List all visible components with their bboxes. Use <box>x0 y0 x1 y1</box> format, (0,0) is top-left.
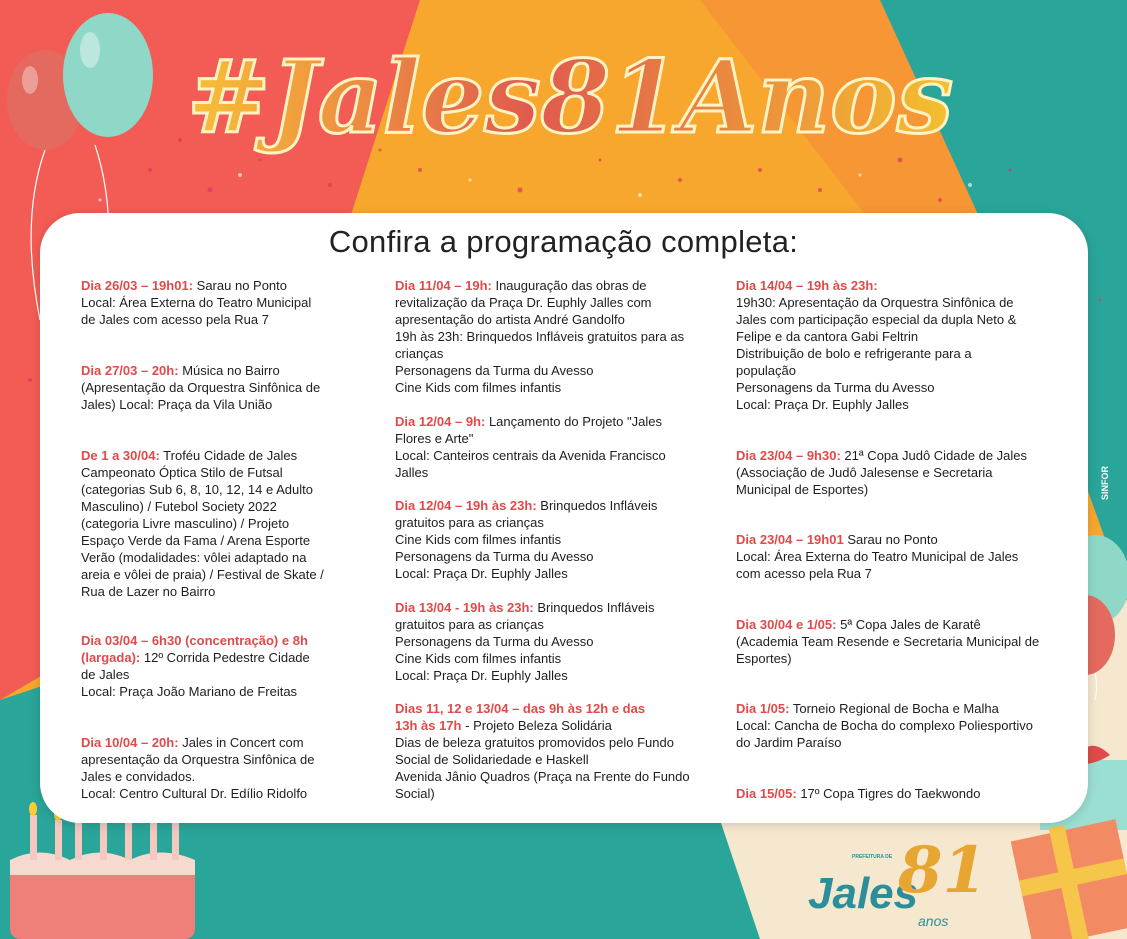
jales-81-logo <box>800 830 988 930</box>
event-item: Dia 30/04 e 1/05: 5ª Copa Jales de Karatê (Academia Team Resende e Secretaria Municipal de Esportes) <box>736 617 1040 666</box>
event-item: Dia 1/05: Torneio Regional de Bocha e Malha Local: Cancha de Bocha do complexo Poliesportivo do Jardim Paraíso <box>736 701 1034 750</box>
event-date: Dia 30/04 e 1/05: <box>736 617 837 632</box>
event-item: Dia 27/03 – 20h: Música no Bairro (Apresentação da Orquestra Sinfônica de Jales) Local: Praça da Vila União <box>81 363 321 412</box>
event-item: Dia 15/05: 17º Copa Tigres do Taekwondo <box>736 786 981 801</box>
event-item: Dia 23/04 – 9h30: 21ª Copa Judô Cidade de Jales (Associação de Judô Jalesense e Secretaria Municipal de Esportes) <box>736 448 1028 497</box>
event-date: Dia 13/04 - 19h às 23h: <box>395 600 534 615</box>
event-date: Dia 12/04 – 19h às 23h: <box>395 498 537 513</box>
event-date: Dia 12/04 – 9h: <box>395 414 486 429</box>
svg-text:anos: anos <box>918 913 949 929</box>
event-date: Dia 26/03 – 19h01: <box>81 278 194 293</box>
event-date: Dia 1/05: <box>736 701 790 716</box>
event-item: Dia 11/04 – 19h: Inauguração das obras de revitalização da Praça Dr. Euphly Jalles com apresentação do artista André Gandolfo 19h às 23h: Brinquedos Infláveis gratuitos para as crianças Personagens da Turma du Avesso Cine Kids com filmes infantis <box>395 278 685 395</box>
event-item: Dia 03/04 – 6h30 (concentração) e 8h (largada): 12º Corrida Pedestre Cidade de Jales Local: Praça João Mariano de Freitas <box>81 633 310 699</box>
event-item: De 1 a 30/04: Troféu Cidade de Jales Campeonato Óptica Stilo de Futsal (categorias Sub 6, 8, 10, 12, 14 e Adulto Masculino) / Futebol Society 2022 (categoria Livre masculino) / Projeto Espaço Verde da Fama / Arena Esporte Verão (modalidades: vôlei adaptado na areia e vôlei de praia) / Festival de Skate / Rua de Lazer no Bairro <box>81 448 324 599</box>
event-item: Dia 13/04 - 19h às 23h: Brinquedos Infláveis gratuitos para as crianças Personagens da Turma du Avesso Cine Kids com filmes infantis Local: Praça Dr. Euphly Jalles <box>395 600 655 683</box>
event-date: Dia 11/04 – 19h: <box>395 278 492 293</box>
headline: Confira a programação completa: <box>328 224 799 259</box>
svg-text:PREFEITURA DE: PREFEITURA DE <box>852 854 893 860</box>
agency-credit: SINFOR <box>1100 465 1110 500</box>
event-item: Dia 26/03 – 19h01: Sarau no Ponto Local: Área Externa do Teatro Municipal de Jales com acesso pela Rua 7 <box>81 278 312 327</box>
event-item: Dia 14/04 – 19h às 23h: 19h30: Apresentação da Orquestra Sinfônica de Jales com participação especial da dupla Neto & Felipe e da cantora Gabi Feltrin Distribuição de bolo e refrigerante para a população Personagens da Turma du Avesso Local: Praça Dr. Euphly Jalles <box>736 278 1017 412</box>
event-item: Dia 12/04 – 9h: Lançamento do Projeto "Jales Flores e Arte" Local: Canteiros centrais da Avenida Francisco Jalles <box>395 414 666 480</box>
svg-text:81: 81 <box>898 833 988 908</box>
event-date: Dia 23/04 – 19h01 <box>736 532 844 547</box>
event-date: Dia 10/04 – 20h: <box>81 735 179 750</box>
svg-text:Jales: Jales <box>808 869 919 918</box>
event-item: Dia 10/04 – 20h: Jales in Concert com apresentação da Orquestra Sinfônica de Jales e convidados. Local: Centro Cultural Dr. Edílio Ridolfo <box>81 735 315 801</box>
svg-text:#Jales81Anos: #Jales81Anos <box>186 38 954 156</box>
event-date: Dias 11, 12 e 13/04 – das 9h às 12h e das <box>395 701 646 716</box>
event-item: Dia 23/04 – 19h01 Sarau no Ponto Local: Área Externa do Teatro Municipal de Jales com acesso pela Rua 7 <box>736 532 1019 581</box>
event-date: Dia 15/05: <box>736 786 797 801</box>
event-item: Dias 11, 12 e 13/04 – das 9h às 12h e das 13h às 17h - Projeto Beleza Solidária Dias de beleza gratuitos promovidos pelo Fundo Social de Solidariedade e Haskell Avenida Jânio Quadros (Praça na Frente do Fundo Social) <box>395 701 690 801</box>
event-date: De 1 a 30/04: <box>81 448 160 463</box>
title-hashtag <box>160 20 980 170</box>
event-item: Dia 12/04 – 19h às 23h: Brinquedos Infláveis gratuitos para as crianças Cine Kids com filmes infantis Personagens da Turma du Avesso Local: Praça Dr. Euphly Jalles <box>395 498 658 581</box>
event-date: Dia 23/04 – 9h30: <box>736 448 841 463</box>
event-date: Dia 14/04 – 19h às 23h: <box>736 278 878 293</box>
event-date: Dia 27/03 – 20h: <box>81 363 179 378</box>
event-date: Dia 03/04 – 6h30 (concentração) e 8h <box>81 633 308 648</box>
